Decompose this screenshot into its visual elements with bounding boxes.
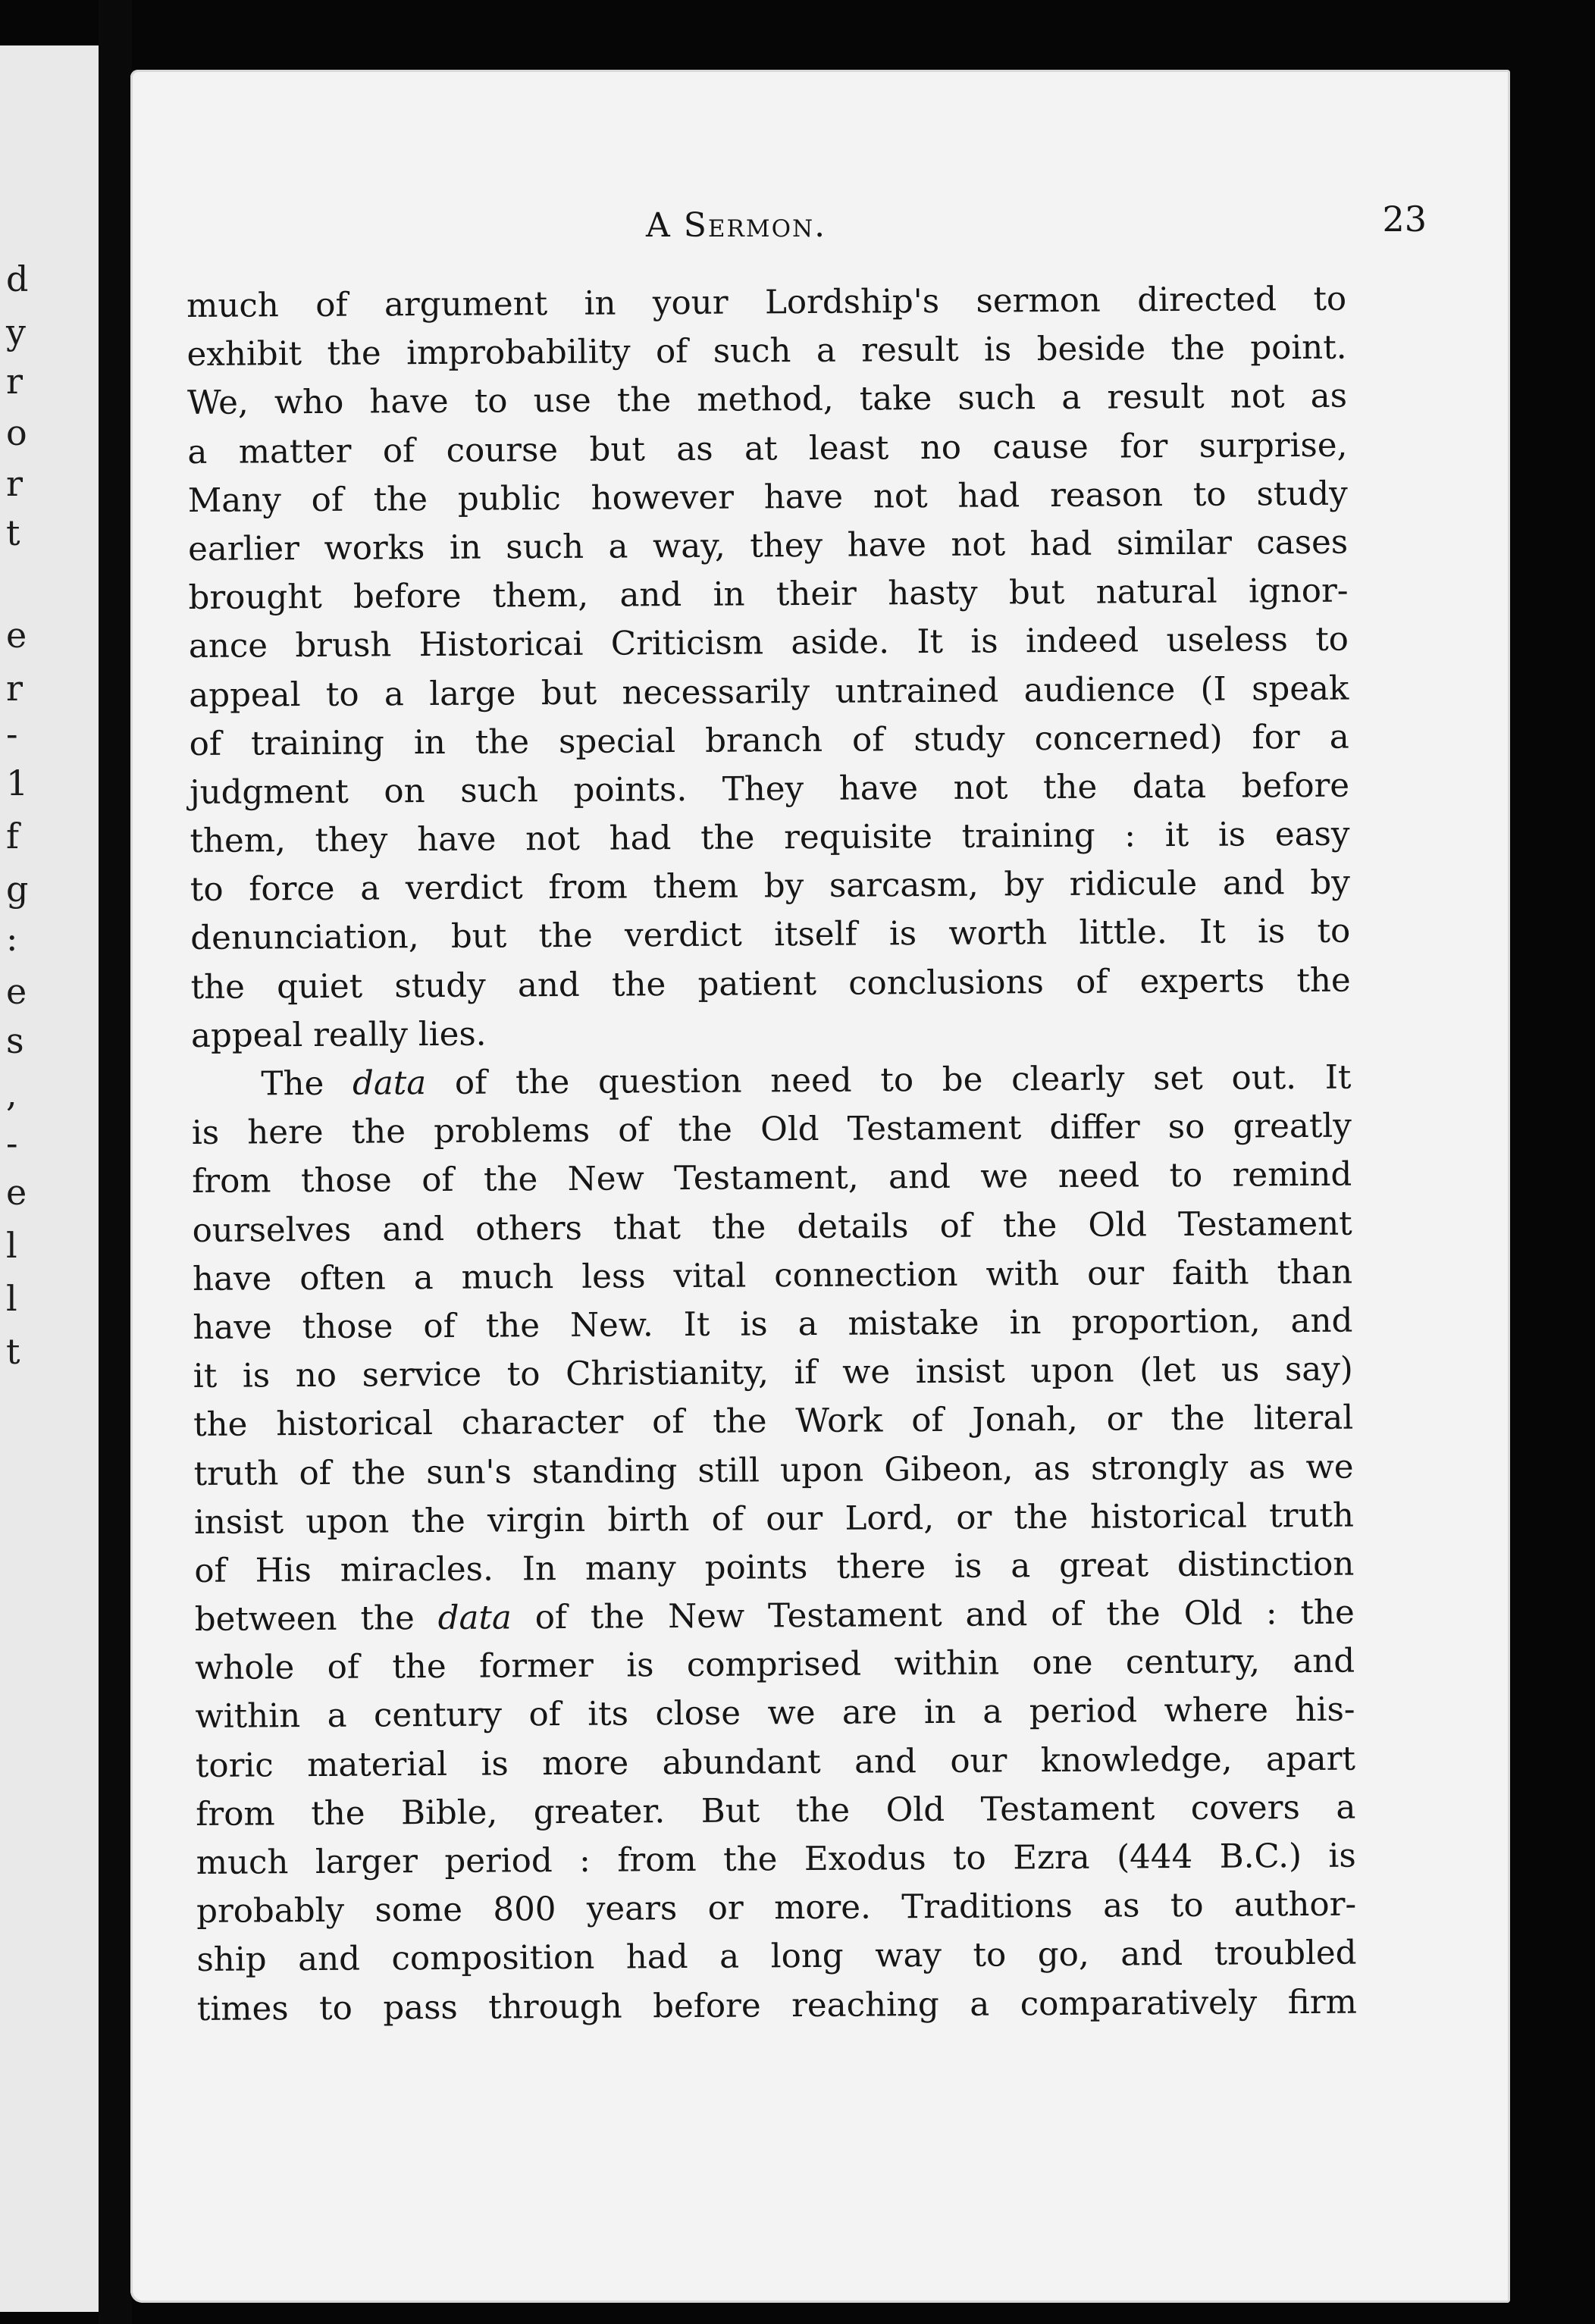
text-line: The data of the question need to be clearly set out. It (261, 1058, 1352, 1104)
facing-page-letter: d (6, 258, 29, 299)
text-line: ship and composition had a long way to go, and troubled (196, 1934, 1357, 1980)
text-line: have often a much less vital connection with our faith than (192, 1253, 1353, 1298)
text-line: the historical character of the Work of Jonah, or the literal (193, 1398, 1354, 1445)
facing-page-letter: e (6, 615, 27, 656)
body-text (186, 275, 1357, 2034)
running-head: A Sermon. (646, 206, 827, 245)
text-line: within a century of its close we are in a period where his- (195, 1691, 1355, 1737)
text-line: between the data of the New Testament and of the Old : the (194, 1593, 1355, 1640)
facing-page-letter: s (6, 1020, 24, 1061)
text-line: them, they have not had the requisite training : it is easy (190, 815, 1350, 861)
text-line: earlier works in such a way, they have not had similar cases (188, 523, 1349, 568)
facing-page-letter: e (6, 971, 27, 1012)
text-line: times to pass through before reaching a comparatively firm (196, 1983, 1358, 2028)
text-line: from those of the New Testament, and we need to remind (192, 1156, 1352, 1201)
facing-page-letter: r (6, 463, 23, 504)
text-line: have those of the New. It is a mistake in proportion, and (193, 1301, 1353, 1347)
text-line: brought before them, and in their hasty but natural ignor- (188, 572, 1349, 618)
facing-page-letter: l (6, 1278, 17, 1319)
text-line: truth of the sun's standing still upon Gibeon, as strongly as we (193, 1448, 1354, 1493)
text-line: from the Bible, greater. But the Old Testament covers a (196, 1788, 1356, 1834)
text-line: We, who have to use the method, take such a result not as (186, 377, 1348, 423)
text-line: ance brush Historicai Criticism aside. It is indeed useless to (188, 620, 1349, 666)
page-header (646, 199, 1434, 267)
text-line: much of argument in your Lordship's sermon directed to (186, 280, 1347, 325)
text-line: to force a verdict from them by sarcasm, by ridicule and by (190, 863, 1351, 910)
facing-page-letter: o (6, 412, 27, 453)
text-line: the quiet study and the patient conclusions of experts the (190, 961, 1351, 1007)
facing-page-letter: f (6, 816, 20, 857)
page-number: 23 (1382, 199, 1427, 240)
facing-page-letter: - (6, 713, 18, 754)
facing-page-letter: , (6, 1073, 17, 1114)
text-line: judgment on such points. They have not the data before (189, 766, 1350, 812)
facing-page-letter: l (6, 1225, 17, 1266)
facing-page-letter: - (6, 1123, 18, 1164)
facing-page-edge (0, 45, 102, 2312)
facing-page-letter: r (6, 668, 23, 709)
text-line: whole of the former is comprised within one century, and (195, 1642, 1355, 1688)
text-line: of training in the special branch of study concerned) for a (189, 718, 1349, 763)
book-gutter (99, 0, 132, 2324)
facing-page-letter: : (6, 918, 18, 959)
text-line: a matter of course but as at least no cause for surprise, (187, 426, 1348, 471)
facing-page-letter: t (6, 512, 20, 553)
book-page (130, 70, 1510, 2303)
text-line: denunciation, but the verdict itself is worth little. It is to (190, 913, 1351, 958)
text-line: is here the problems of the Old Testament differ so greatly (191, 1107, 1352, 1153)
text-line: probably some 800 years or more. Traditions as to author- (196, 1885, 1357, 1931)
text-line: exhibit the improbability of such a result is beside the point. (186, 328, 1347, 374)
facing-page-letter: t (6, 1331, 20, 1372)
text-line: ourselves and others that the details of the Old Testament (192, 1204, 1352, 1250)
text-line: toric material is more abundant and our knowledge, apart (195, 1740, 1356, 1785)
text-line: appeal really lies. (190, 1015, 487, 1055)
text-line: insist upon the virgin birth of our Lord, or the historical truth (193, 1496, 1355, 1542)
facing-page-letter: r (6, 361, 23, 402)
facing-page-letter: y (6, 312, 26, 352)
text-line: of His miracles. In many points there is a great distinction (194, 1545, 1355, 1590)
text-line: Many of the public however have not had reason to study (187, 475, 1348, 520)
text-line: appeal to a large but necessarily untrained audience (I speak (189, 669, 1349, 715)
facing-page-letter: e (6, 1172, 27, 1213)
facing-page-letter: g (6, 869, 29, 910)
text-line: it is no service to Christianity, if we insist upon (let us say) (193, 1350, 1353, 1396)
facing-page-letter: 1 (6, 763, 29, 803)
text-line: much larger period : from the Exodus to Ezra (444 B.C.) is (196, 1837, 1356, 1882)
